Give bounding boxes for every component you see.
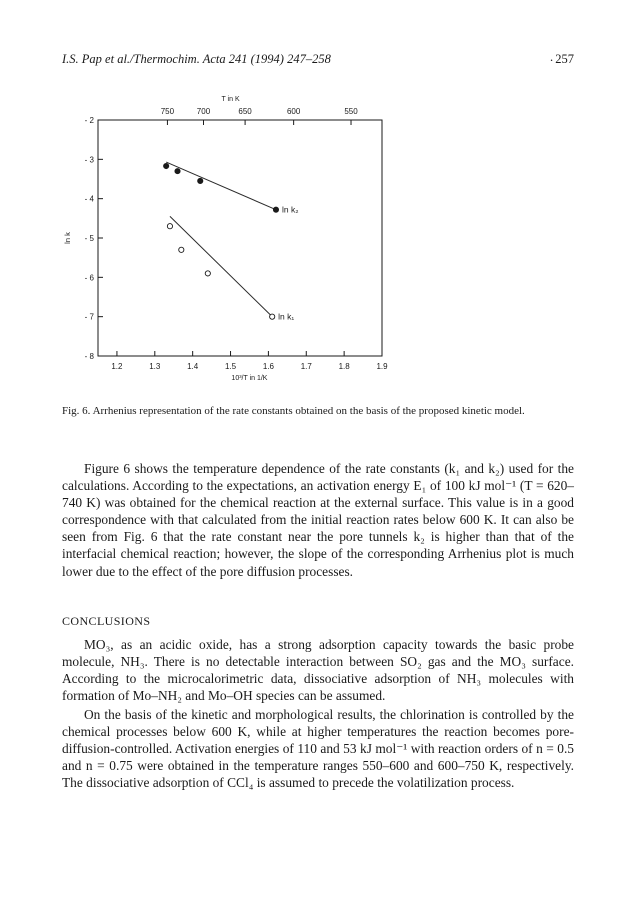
data-point-k1 xyxy=(167,224,172,229)
data-point-k1 xyxy=(179,247,184,252)
paragraph-chlorination: On the basis of the kinetic and morphological results, the chlorination is controlled by the chemical processes below 600 K, while at higher temperatures the reaction becomes pore-diffusion-controlled. Activation energies of 110 and 53 kJ mol⁻¹ with reaction orders of n = 0.5 and n = 0.75 were obtained in the temperature ranges 550–600 and 600–750 K, respectively. The dissociative adsorption of CCl₄ is assumed to precede the volatilization process. xyxy=(62,707,574,791)
page-header xyxy=(62,52,574,72)
paragraph-arrhenius-discussion: Figure 6 shows the temperature dependence of the rate constants (k₁ and k₂) used for the calculations. According to the expectations, an activation energy E₁ of 100 kJ mol⁻¹ (T = 620–740 K) was obtained for the chemical reaction at the external surface. This value is in a good correspondence with that calculated from the initial reaction rates below 600 K. It can also be seen from Fig. 6 that the rate constant near the pore tunnels k₂ is higher than that of the interfacial chemical reaction; however, the slope of the corresponding Arrhenius plot is much lower due to the effect of the pore diffusion processes. xyxy=(62,461,574,579)
chart-marks xyxy=(164,162,299,322)
y-tick-label: - 6 xyxy=(84,273,94,283)
top-tick-label: 750 xyxy=(160,107,175,116)
section-title: CONCLUSIONS xyxy=(62,614,151,628)
data-point-k2 xyxy=(273,207,278,212)
axes xyxy=(63,96,388,382)
arrhenius-figure xyxy=(60,84,480,404)
top-axis-label: T in K xyxy=(221,96,240,103)
x-tick-label: 1.6 xyxy=(262,362,274,371)
stray-dot: . xyxy=(550,50,554,64)
y-tick-label: - 7 xyxy=(84,312,94,322)
y-tick-label: - 3 xyxy=(84,155,94,165)
plot-frame xyxy=(98,120,382,356)
page-number: 257 xyxy=(555,52,574,66)
x-tick-label: 1.5 xyxy=(224,362,237,371)
series-label-k2: ln k₂ xyxy=(281,204,299,215)
fit-line-k2 xyxy=(166,162,276,210)
x-axis-label: 10³/T in 1/K xyxy=(231,375,268,382)
x-tick-label: 1.2 xyxy=(111,362,123,371)
y-tick-label: - 2 xyxy=(84,116,94,125)
data-point-k1 xyxy=(270,314,275,319)
data-point-k2 xyxy=(198,178,203,183)
y-tick-label: - 5 xyxy=(84,234,94,243)
data-point-k2 xyxy=(164,163,169,168)
running-head: I.S. Pap et al./Thermochim. Acta 241 (1994) 247–258 xyxy=(62,52,331,66)
top-tick-label: 600 xyxy=(286,107,301,116)
x-tick-label: 1.3 xyxy=(149,362,161,371)
series-label-k1: ln k₁ xyxy=(278,311,295,322)
x-tick-label: 1.7 xyxy=(300,362,312,371)
data-point-k1 xyxy=(205,271,210,276)
y-tick-label: - 4 xyxy=(84,194,94,204)
y-axis-label: ln k xyxy=(63,232,72,244)
y-tick-label: - 8 xyxy=(84,352,94,361)
figure-caption: Fig. 6. Arrhenius representation of the rate constants obtained on the basis of the proposed kinetic model. xyxy=(62,405,525,417)
x-tick-label: 1.4 xyxy=(187,362,199,371)
paragraph-adsorption: MO₃, as an acidic oxide, has a strong adsorption capacity towards the basic probe molecule, NH₃. There is no detectable interaction between SO₂ gas and the MO₃ surface. According to the microcalorimetric data, dissociative adsorption of NH₃ molecules with formation of Mo–NH₂ and Mo–OH species can be assumed. xyxy=(62,637,574,704)
x-tick-label: 1.8 xyxy=(338,362,350,371)
top-tick-label: 650 xyxy=(238,107,252,116)
arrhenius-chart xyxy=(60,84,480,404)
x-tick-label: 1.9 xyxy=(376,362,388,371)
top-tick-label: 700 xyxy=(196,107,211,116)
top-tick-label: 550 xyxy=(344,107,358,116)
fit-line-k1 xyxy=(170,216,272,316)
data-point-k2 xyxy=(175,169,180,174)
